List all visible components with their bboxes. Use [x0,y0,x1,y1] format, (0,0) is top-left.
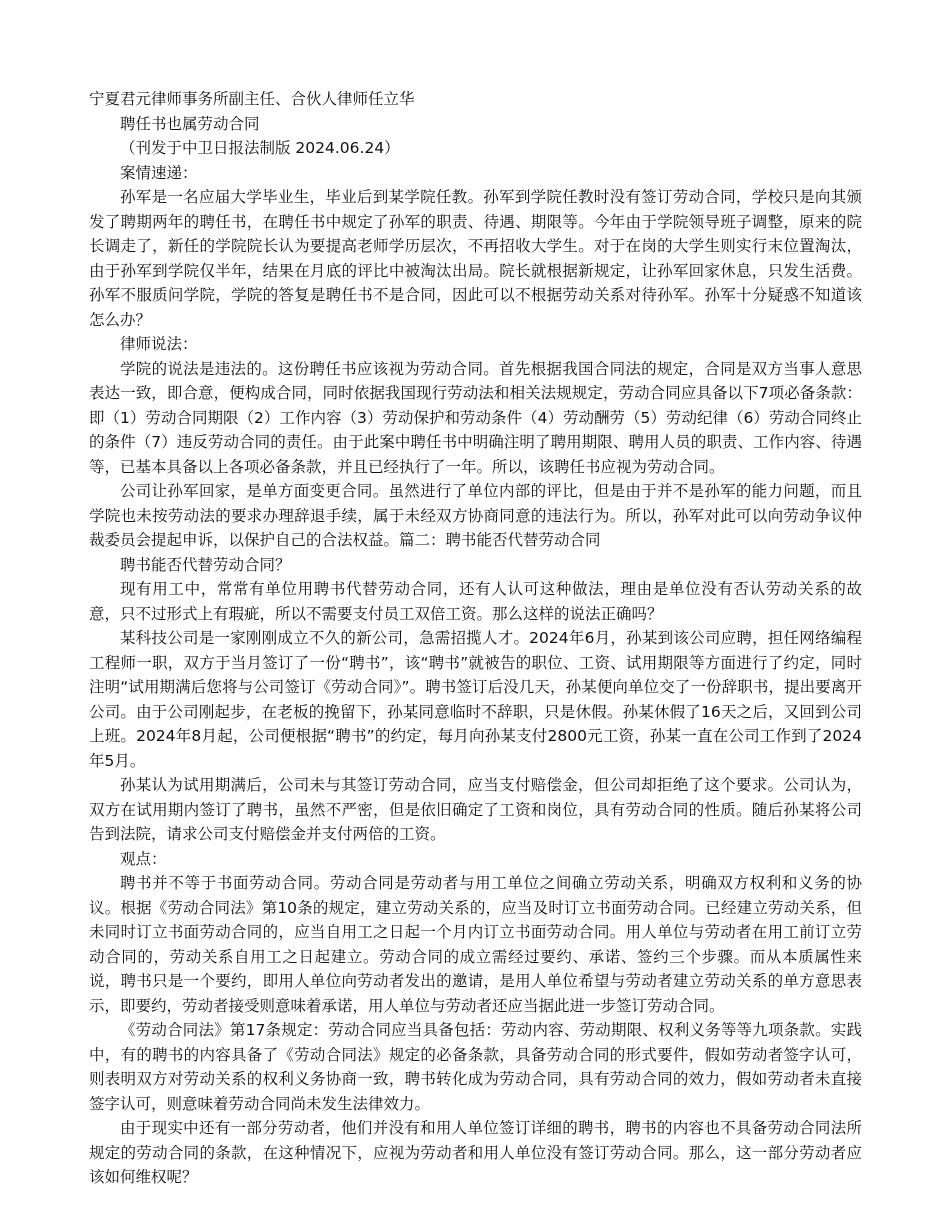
subheading-question: 聘书能否代替劳动合同？ [120,555,291,574]
paragraph: 聘书并不等于书面劳动合同。劳动合同是劳动者与用工单位之间确立劳动关系，明确双方权利和义务的协议。根据《劳动合同法》第10条的规定，建立劳动关系的，应当及时订立书面劳动合同。已经建立劳动关系，但未同时订立书面劳动合同的，应当自用工之日起一个月内订立书面劳动合同。用人单位与劳动者在用工前订立劳动合同的，劳动关系自用工之日起建立。劳动合同的成立需经过要约、承诺、签约三个步骤。而从本质属性来说，聘书只是一个要约，即用人单位向劳动者发出的邀请，是用人单位希望与劳动者建立劳动关系的单方意思表示，即要约，劳动者接受则意味着承诺，用人单位与劳动者还应当据此进一步签订劳动合同。 [89,874,862,1015]
paragraph: 孙某认为试用期满后，公司未与其签订劳动合同，应当支付赔偿金，但公司却拒绝了这个要求。公司认为，双方在试用期内签订了聘书，虽然不严密，但是依旧确定了工资和岗位，具有劳动合同的性质。随后孙某将公司告到法院，请求公司支付赔偿金并支付两倍的工资。 [89,776,862,843]
section-heading-lawyer: 律师说法： [120,335,198,353]
article-title: 聘任书也属劳动合同 [120,114,260,133]
section-heading-viewpoint: 观点： [120,849,167,868]
paragraph: 孙军是一名应届大学毕业生，毕业后到某学院任教。孙军到学院任教时没有签订劳动合同，学校只是向其颁发了聘期两年的聘任书，在聘任书中规定了孙军的职责、待遇、期限等。今年由于学院领导班子调整，原来的院长调走了，新任的学院院长认为要提高老师学历层次，不再招收大学生。对于在岗的大学生则实行末位置淘汰，由于孙军到学院仅半年，结果在月底的评比中被淘汰出局。院长就根据新规定，让孙军回家休息，只发生活费。孙军不服质问学院，学院的答复是聘任书不是合同，因此可以不根据劳动关系对待孙军。孙军十分疑惑不知道该怎么办？ [89,188,862,329]
document-page [89,87,862,1190]
paragraph: 公司让孙军回家，是单方面变更合同。虽然进行了单位内部的评比，但是由于并不是孙军的能力问题，而且学院也未按劳动法的要求办理辞退手续，属于未经双方协商同意的违法行为。所以，孙军对此可以向劳动争议仲裁委员会提起申诉，以保护自己的合法权益。篇二：聘书能否代替劳动合同 [89,482,862,549]
source-line: （刊发于中卫日报法制版 2024.06.24） [120,139,400,157]
paragraph: 学院的说法是违法的。这份聘任书应该视为劳动合同。首先根据我国合同法的规定，合同是双方当事人意思表达一致，即合意，便构成合同，同时依据我国现行劳动法和相关法规规定，劳动合同应具备以下7项必备条款：即（1）劳动合同期限（2）工作内容（3）劳动保护和劳动条件（4）劳动酬劳（5）劳动纪律（6）劳动合同终止的条件（7）违反劳动合同的责任。由于此案中聘任书中明确注明了聘用期限、聘用人员的职责、工作内容、待遇等，已基本具备以上各项必备条款，并且已经执行了一年。所以，该聘任书应视为劳动合同。 [89,359,862,476]
author-line: 宁夏君元律师事务所副主任、合伙人律师任立华 [89,90,415,108]
section-heading-case: 案情速递： [120,163,198,182]
paragraph: 某科技公司是一家刚刚成立不久的新公司，急需招揽人才。2024年6月，孙某到该公司应聘，担任网络编程工程师一职，双方于当月签订了一份“聘书”，该“聘书”就被告的职位、工资、试用期限等方面进行了约定，同时注明“试用期满后您将与公司签订《劳动合同》”。聘书签订后没几天，孙某便向单位交了一份辞职书，提出要离开公司。由于公司刚起步，在老板的挽留下，孙某同意临时不辞职，只是休假。孙某休假了16天之后，又回到公司上班。2024年8月起，公司便根据“聘书”的约定，每月向孙某支付2800元工资，孙某一直在公司工作到了2024年5月。 [89,629,862,770]
paragraph: 《劳动合同法》第17条规定：劳动合同应当具备包括：劳动内容、劳动期限、权利义务等等九项条款。实践中，有的聘书的内容具备了《劳动合同法》规定的必备条款，具备劳动合同的形式要件，假如劳动者签字认可，则表明双方对劳动关系的权利义务协商一致，聘书转化成为劳动合同，具有劳动合同的效力，假如劳动者未直接签字认可，则意味着劳动合同尚未发生法律效力。 [89,1021,862,1113]
paragraph: 由于现实中还有一部分劳动者，他们并没有和用人单位签订详细的聘书，聘书的内容也不具备劳动合同法所规定的劳动合同的条款，在这种情况下，应视为劳动者和用人单位没有签订劳动合同。那么，这一部分劳动者应该如何维权呢？ [89,1119,862,1186]
paragraph: 现有用工中，常常有单位用聘书代替劳动合同，还有人认可这种做法，理由是单位没有否认劳动关系的故意，只不过形式上有瑕疵，所以不需要支付员工双倍工资。那么这样的说法正确吗？ [89,580,862,623]
